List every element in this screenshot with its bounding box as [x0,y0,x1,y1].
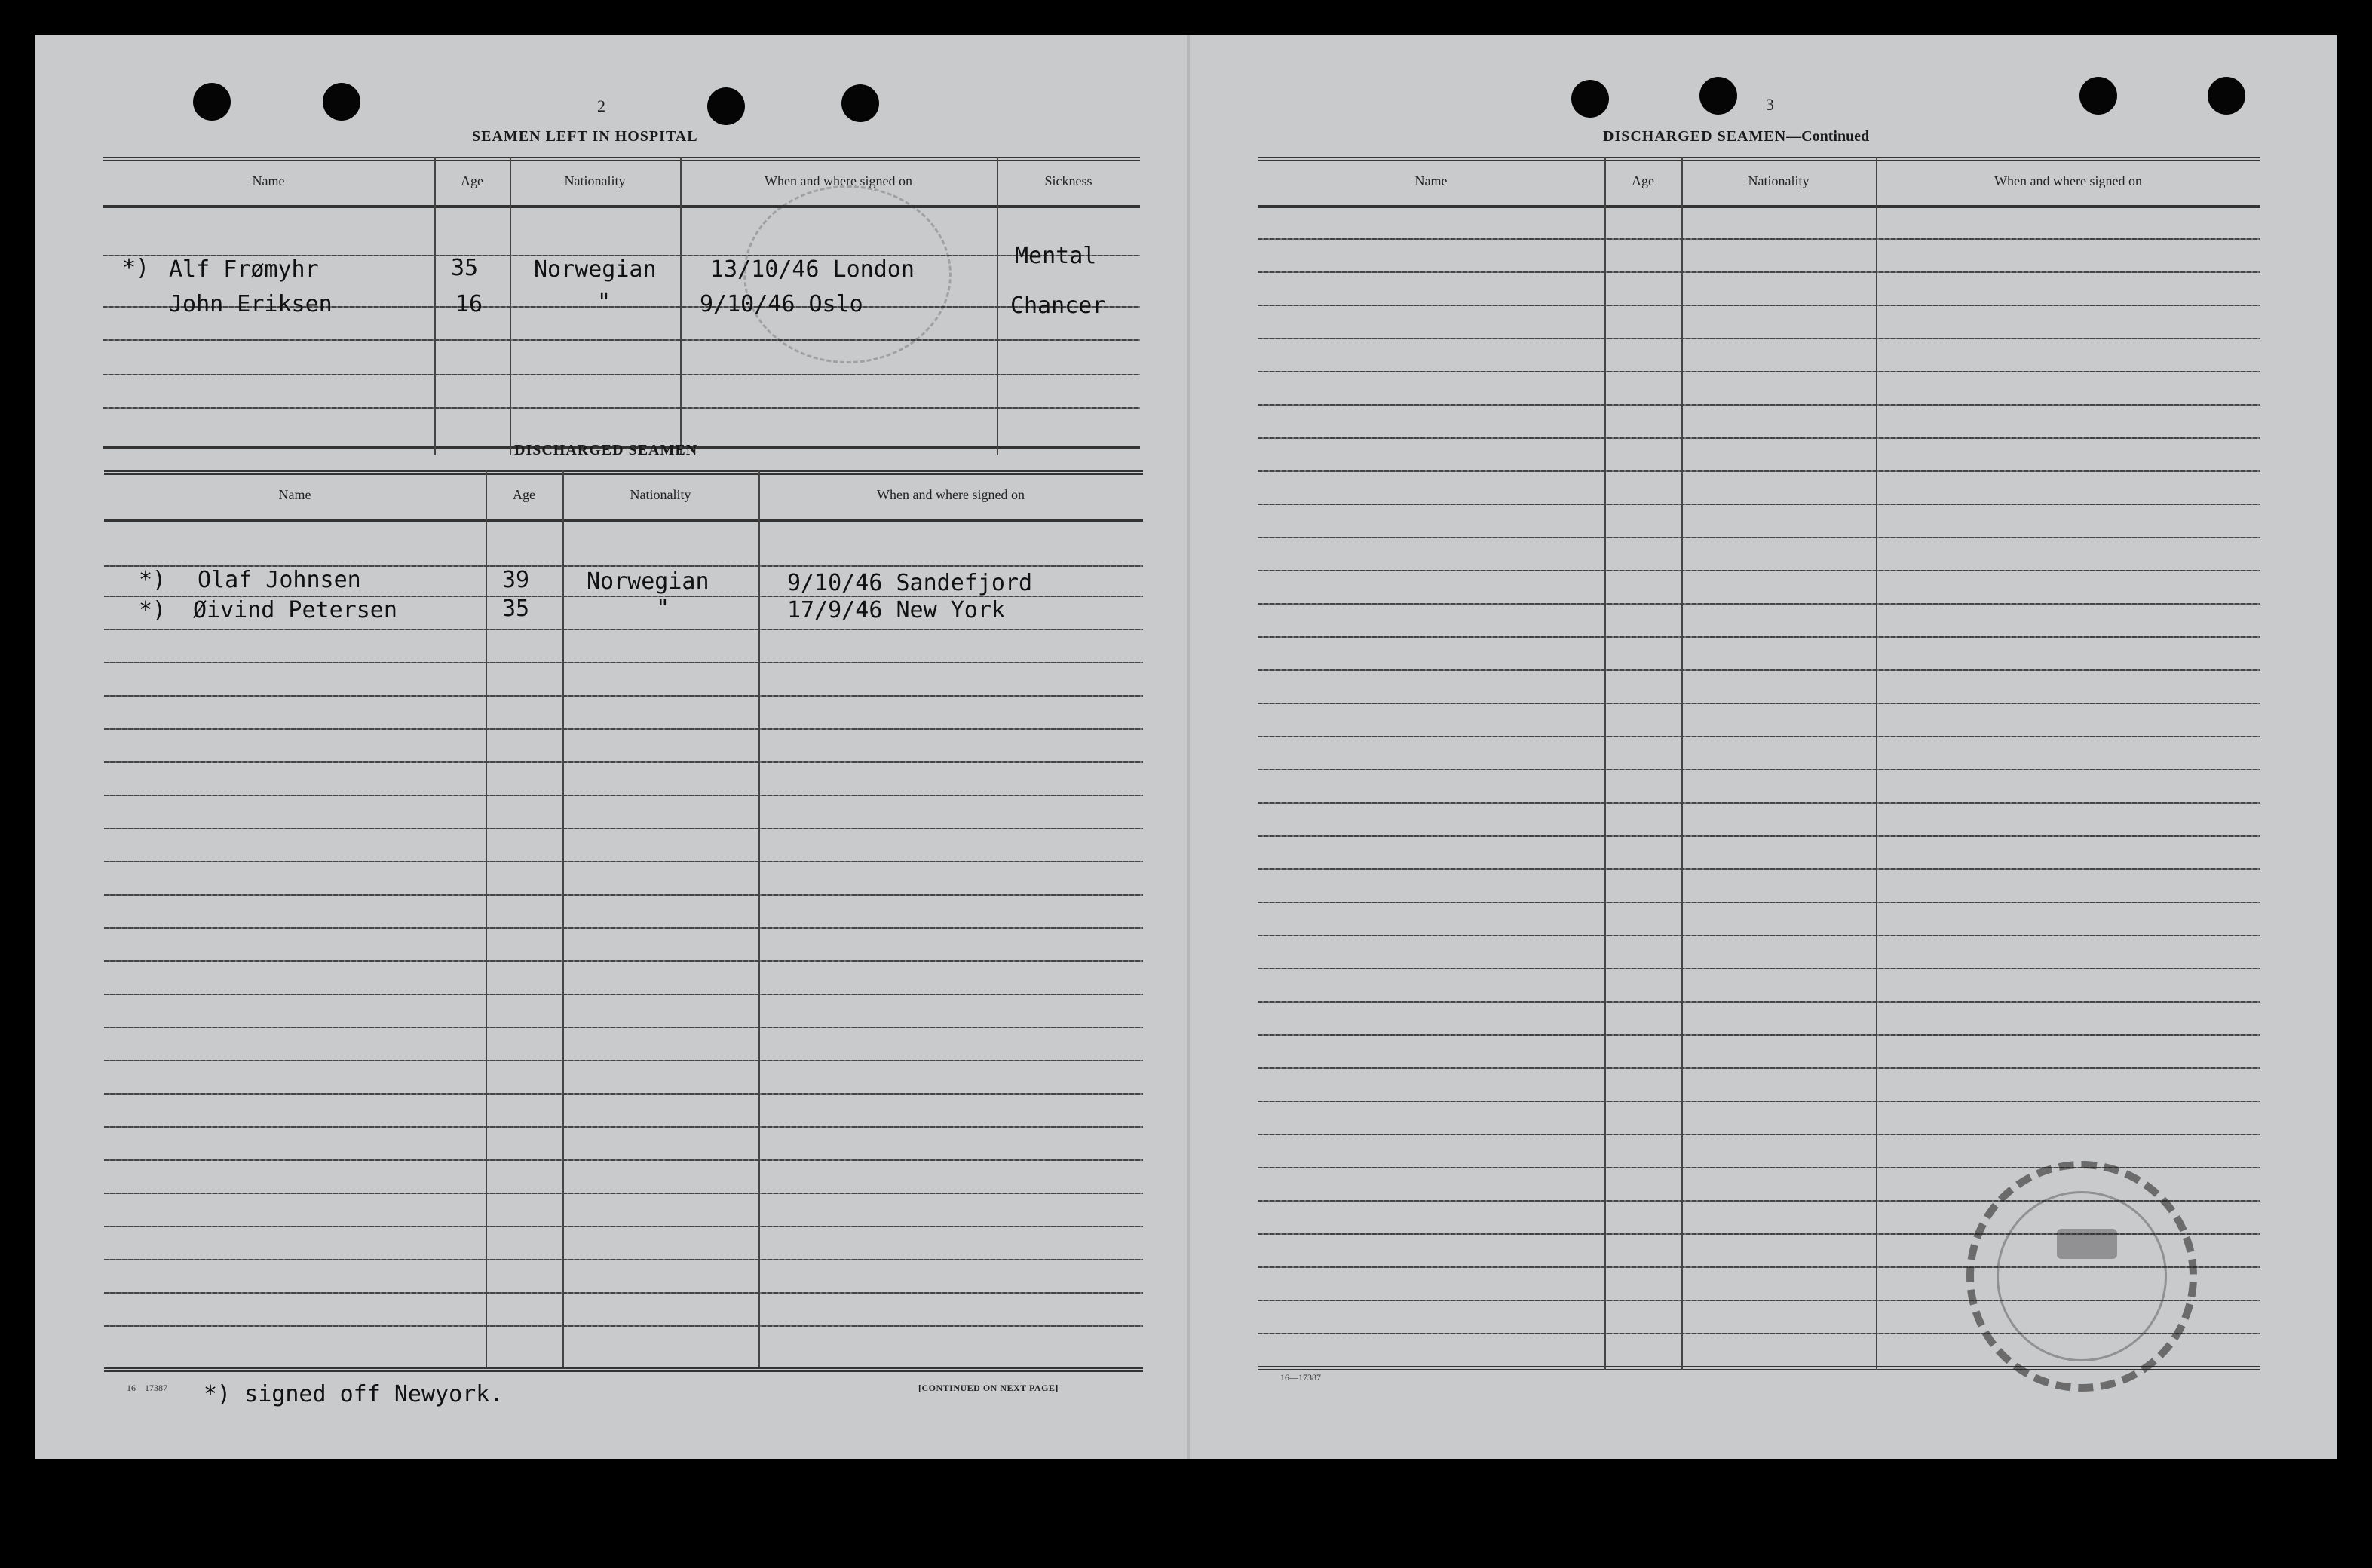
right-page [1190,35,2337,1459]
punch-hole [2208,77,2245,115]
punch-hole [323,83,360,121]
column-header-nationality: Nationality [630,487,691,502]
hospital-table [103,157,1140,455]
column-header-signed-on: When and where signed on [765,173,912,188]
seaman-nationality: Norwegian [534,256,657,283]
discharged-section-title: DISCHARGED SEAMEN [514,442,698,458]
hospital-section-title: SEAMEN LEFT IN HOSPITAL [472,128,698,145]
punch-hole [193,83,231,121]
column-header-signed-on: When and where signed on [1994,173,2142,188]
footnote: *) signed off Newyork. [204,1381,504,1407]
continued-note: [CONTINUED ON NEXT PAGE] [918,1383,1059,1393]
row-marker: *) [139,597,167,623]
punch-hole [2079,77,2117,115]
column-header-name: Name [278,487,311,502]
punch-hole [707,87,745,125]
row-marker: *) [122,255,150,281]
seaman-nationality: Norwegian [587,568,709,595]
seaman-name: John Eriksen [169,291,333,317]
section-title [1603,128,1869,145]
column-header-name: Name [1414,173,1448,188]
seaman-signed-on: 9/10/46 Sandefjord [787,570,1033,596]
official-stamp [1966,1161,2197,1392]
page-number: 2 [597,96,605,115]
section-title-suffix: —Continued [1786,128,1870,145]
faint-stamp [743,185,952,363]
column-header-sickness: Sickness [1044,173,1093,188]
seaman-signed-on: 9/10/46 Oslo [700,291,863,317]
column-header-age: Age [461,173,483,188]
discharged-table [104,470,1143,1378]
stamp-inner-ring [1997,1191,2167,1361]
punch-hole [1699,77,1737,115]
punch-hole [841,84,879,122]
seaman-age: 16 [455,291,483,317]
stamp-emblem [2057,1229,2117,1259]
seaman-sickness: Chancer [1010,292,1106,319]
seaman-signed-on: 13/10/46 London [710,256,915,283]
page-number: 3 [1766,95,1774,114]
column-header-age: Age [513,487,535,502]
column-header-age: Age [1632,173,1654,188]
seaman-sickness: Mental [1015,243,1097,269]
section-title-text: DISCHARGED SEAMEN [1603,128,1787,145]
form-code: 16—17387 [127,1383,167,1393]
column-header-nationality: Nationality [564,173,626,188]
punch-hole [1571,80,1609,118]
form-code: 16—17387 [1280,1372,1321,1383]
seaman-name: Olaf Johnsen [198,567,361,593]
column-header-nationality: Nationality [1748,173,1810,188]
seaman-nationality: " [597,289,611,316]
left-page [35,35,1190,1459]
seaman-name: Alf Frømyhr [169,256,319,283]
seaman-age: 39 [502,567,530,593]
column-header-signed-on: When and where signed on [877,487,1025,502]
column-header-name: Name [252,173,285,188]
seaman-name: Øivind Petersen [193,597,397,623]
row-marker: *) [139,567,167,593]
seaman-age: 35 [502,596,530,622]
seaman-signed-on: 17/9/46 New York [787,597,1005,623]
seaman-nationality: " [656,596,670,622]
seaman-age: 35 [451,255,479,281]
